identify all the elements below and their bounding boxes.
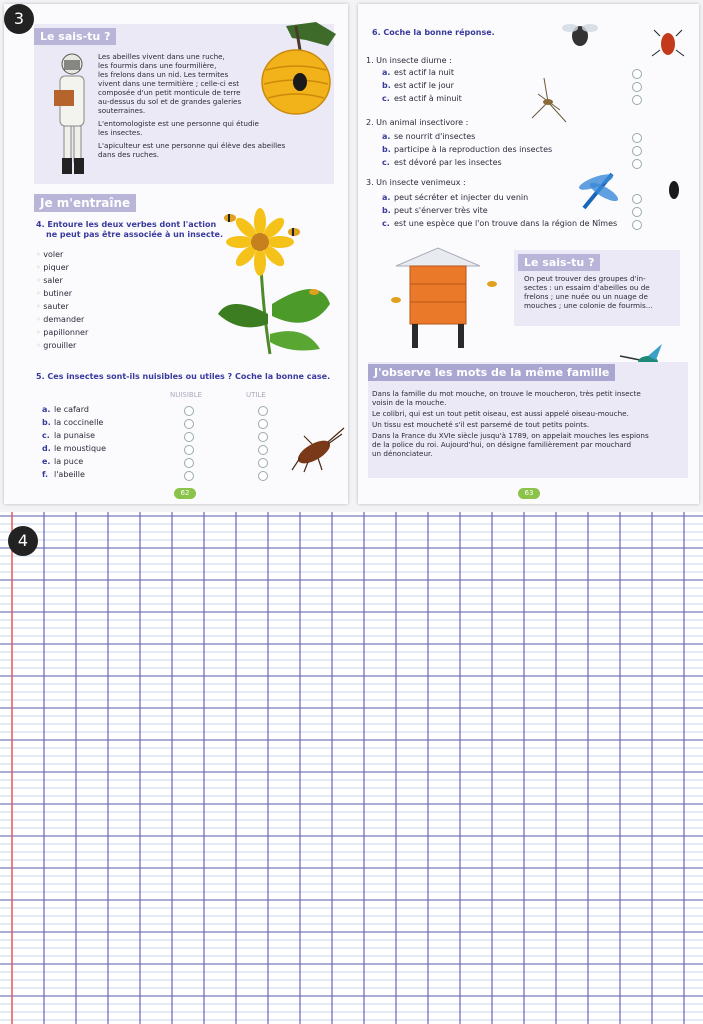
grid-lines xyxy=(0,512,703,1024)
q5-checkbox-nuisible[interactable] xyxy=(184,445,194,455)
lesaistu-line: les fourmis dans une fourmilière, xyxy=(98,61,217,70)
q5-checkbox-utile[interactable] xyxy=(258,458,268,468)
q5-row-label: l'abeille xyxy=(54,470,85,479)
q5-checkbox-utile[interactable] xyxy=(258,432,268,442)
verb-label: voler xyxy=(43,250,64,259)
dragonfly-icon xyxy=(577,171,620,208)
option-letter: b. xyxy=(382,145,391,154)
lesaistu-line: vivent dans une termitière ; celle-ci est xyxy=(98,79,240,88)
q4-line2: ne peut pas être associée à un insecte. xyxy=(46,230,223,239)
famille-line: Dans la famille du mot mouche, on trouve le moucheron, très petit insecte xyxy=(372,389,641,398)
seyes-grid-paper[interactable] xyxy=(0,512,703,1024)
lesaistu-line: souterraines. xyxy=(98,106,146,115)
q6-stem-2: 2. Un animal insectivore : xyxy=(366,118,469,127)
famille-line: voisin de la mouche. xyxy=(372,398,447,407)
q5-checkbox-utile[interactable] xyxy=(258,419,268,429)
famille-line: Le colibri, qui est un tout petit oiseau, est aussi appelé oiseau-mouche. xyxy=(372,409,629,418)
famille-line: un dénonciateur. xyxy=(372,449,433,458)
famille-line: Dans la France du XVIe siècle jusqu'à 1789, on appelait mouches les espions xyxy=(372,431,649,440)
q4-line1: 4. Entoure les deux verbes dont l'action xyxy=(36,220,217,229)
q4-verb-list xyxy=(36,250,88,351)
q5-title: 5. Ces insectes sont-ils nuisibles ou utiles ? Coche la bonne case. xyxy=(36,372,331,381)
option-letter: c. xyxy=(382,94,390,103)
lesaistu2-line: frelons ; une nuée ou un nuage de xyxy=(524,292,648,301)
verb-item[interactable]: ◦ sauter xyxy=(36,302,69,311)
option-label: est actif le jour xyxy=(394,81,454,90)
verb-item[interactable]: ◦ piquer xyxy=(36,263,69,272)
verb-label: saler xyxy=(43,276,63,285)
q5-row-letter: a. xyxy=(42,405,51,414)
famille-line: Un tissu est moucheté s'il est parsemé de tout petits points. xyxy=(372,420,590,429)
verb-item[interactable]: ◦ demander xyxy=(36,315,85,324)
option-label: est dévoré par les insectes xyxy=(394,158,502,167)
famille-text xyxy=(372,389,688,458)
q5-checkbox-utile[interactable] xyxy=(258,471,268,481)
page-number-63: 63 xyxy=(518,488,540,499)
lesaistu2-line: sectes : un essaim d'abeilles ou de xyxy=(524,283,650,292)
q5-row xyxy=(42,457,282,470)
lesaistu-line: les insectes. xyxy=(98,128,143,137)
lesaistu2-header: Le sais-tu ? xyxy=(518,254,600,271)
q5-checkbox-nuisible[interactable] xyxy=(184,471,194,481)
q5-row-label: la coccinelle xyxy=(54,418,104,427)
lesaistu2-line: mouches ; une colonie de fourmis... xyxy=(524,301,653,310)
famille-header: J'observe les mots de la même famille xyxy=(368,364,615,381)
exercise-badge-3: 3 xyxy=(4,4,34,34)
q5-row xyxy=(42,418,282,431)
cockroach-illustration xyxy=(290,424,346,474)
lesaistu-line: Les abeilles vivent dans une ruche, xyxy=(98,52,225,61)
q5-col-utile: UTILE xyxy=(246,391,266,399)
verb-label: sauter xyxy=(43,302,69,311)
q5-checkbox-nuisible[interactable] xyxy=(184,432,194,442)
q5-row xyxy=(42,431,282,444)
verb-item[interactable]: ◦ voler xyxy=(36,250,64,259)
left-page xyxy=(4,4,348,504)
option-label: est actif à minuit xyxy=(394,94,462,103)
q5-checkbox-utile[interactable] xyxy=(258,406,268,416)
jementraine-header: Je m'entraîne xyxy=(34,194,136,212)
option-label: peut sécréter et injecter du venin xyxy=(394,193,529,202)
q5-row-letter: b. xyxy=(42,418,51,427)
q5-table xyxy=(42,405,282,483)
option-label: est actif la nuit xyxy=(394,68,454,77)
option-letter: a. xyxy=(382,193,391,202)
beehive-illustration xyxy=(256,20,344,120)
option-label: se nourrit d'insectes xyxy=(394,132,476,141)
verb-item[interactable]: ◦ butiner xyxy=(36,289,73,298)
lesaistu-line: les frelons dans un nid. Les termites xyxy=(98,70,229,79)
option-letter: a. xyxy=(382,132,391,141)
verb-item[interactable]: ◦ papillonner xyxy=(36,328,89,337)
mosquito-icon xyxy=(532,78,566,122)
q5-row-letter: c. xyxy=(42,431,50,440)
exercise-badge-4: 4 xyxy=(8,526,38,556)
lesaistu2-line: On peut trouver des groupes d'in- xyxy=(524,274,646,283)
lesaistu-line: au-dessus du sol et de grandes galeries xyxy=(98,97,242,106)
right-page xyxy=(358,4,699,504)
q5-row-letter: e. xyxy=(42,457,51,466)
option-label: est une espèce que l'on trouve dans la région de Nîmes xyxy=(394,219,618,228)
red-beetle-icon xyxy=(652,30,684,56)
option-letter: b. xyxy=(382,81,391,90)
verb-item[interactable]: ◦ grouiller xyxy=(36,341,77,350)
verb-label: butiner xyxy=(43,289,73,298)
q5-row-label: la punaise xyxy=(54,431,96,440)
q5-row xyxy=(42,470,282,483)
bee-icon xyxy=(288,228,300,236)
verb-label: grouiller xyxy=(43,341,77,350)
q5-checkbox-utile[interactable] xyxy=(258,445,268,455)
q6-stem-3: 3. Un insecte venimeux : xyxy=(366,178,466,187)
q5-row-label: la puce xyxy=(54,457,84,466)
q6-title: 6. Coche la bonne réponse. xyxy=(372,28,495,37)
sunflower-illustration xyxy=(210,204,340,364)
beehive-house-illustration xyxy=(388,240,508,350)
option-letter: c. xyxy=(382,219,390,228)
q5-row xyxy=(42,444,282,457)
lesaistu-header: Le sais-tu ? xyxy=(34,28,116,45)
option-letter: b. xyxy=(382,206,391,215)
q5-checkbox-nuisible[interactable] xyxy=(184,419,194,429)
verb-label: piquer xyxy=(43,263,69,272)
lesaistu-text xyxy=(98,52,286,159)
lesaistu-line: L'entomologiste est une personne qui étudie xyxy=(98,119,259,128)
verb-label: papillonner xyxy=(43,328,89,337)
lesaistu-line: composée d'un petit monticule de terre xyxy=(98,88,241,97)
q5-checkbox-nuisible[interactable] xyxy=(184,458,194,468)
q5-row xyxy=(42,405,282,418)
lesaistu-line: dans des ruches. xyxy=(98,150,160,159)
option-letter: c. xyxy=(382,158,390,167)
option-label: peut s'énerver très vite xyxy=(394,206,488,215)
q5-col-nuisible: NUISIBLE xyxy=(170,391,203,399)
verb-label: demander xyxy=(43,315,85,324)
verb-item[interactable]: ◦ saler xyxy=(36,276,63,285)
famille-line: de la police du roi. Aujourd'hui, on désigne familièrement par mouchard xyxy=(372,440,632,449)
q5-row-letter: d. xyxy=(42,444,51,453)
lesaistu2-text xyxy=(524,274,674,310)
option-label: participe à la reproduction des insectes xyxy=(394,145,553,154)
q5-row-label: le cafard xyxy=(54,405,89,414)
beekeeper-illustration xyxy=(48,50,96,178)
bee-icon xyxy=(309,289,319,295)
q5-row-letter: f. xyxy=(42,470,49,479)
q5-row-label: le moustique xyxy=(54,444,107,453)
option-letter: a. xyxy=(382,68,391,77)
bee-icon xyxy=(224,214,236,222)
lesaistu-line: L'apiculteur est une personne qui élève des abeilles xyxy=(98,141,286,150)
q5-checkbox-nuisible[interactable] xyxy=(184,406,194,416)
q4-title xyxy=(36,220,226,240)
black-beetle-icon xyxy=(669,181,679,199)
page-number-62: 62 xyxy=(174,488,196,499)
fly-icon xyxy=(562,24,598,46)
q6-stem-1: 1. Un insecte diurne : xyxy=(366,56,452,65)
insects-illustration xyxy=(508,14,696,224)
